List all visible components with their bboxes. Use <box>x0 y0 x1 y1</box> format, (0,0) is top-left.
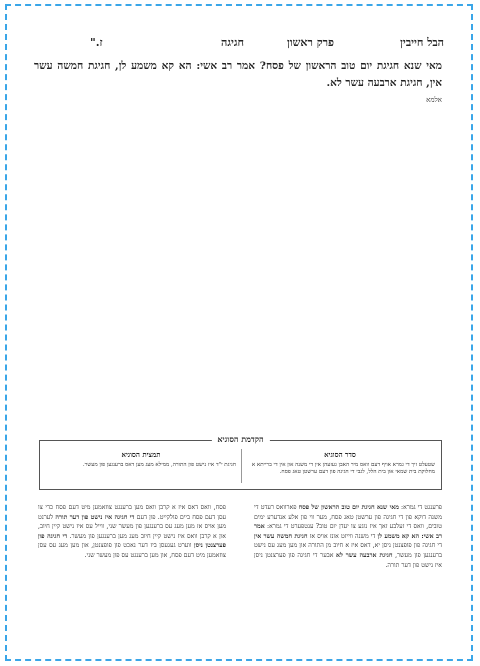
header-folio-ref: ז." <box>90 36 103 49</box>
commentary-quote: אמר רב אשי: הא קא משמע לן <box>254 523 443 540</box>
running-header <box>90 36 444 50</box>
intro-summary-column <box>46 451 236 469</box>
header-chapter: פרק ראשון <box>287 36 334 49</box>
intro-order-column <box>245 451 435 477</box>
commentary-quote: חגיגת חמשה עשר אין <box>254 532 308 540</box>
commentary-left-column <box>38 503 226 561</box>
commentary-text: די משנה ווייזט אונז אויס אז <box>307 532 378 540</box>
commentary-text: לערנט מען אויס אז מען מעג עס ברענגען פון מעשר שני, ווייל עס איז נישט קיין חיוב, און א קרבן וואס איז נישט קיין חיוב מעג מען ברענגען פון מעשר. <box>38 513 226 540</box>
commentary-text: ווערט געגעסן ביז דער נאכט פון פופצנטן, און מען מעג עס עסן צוזאמען מיט דעם פסח, און מען ברענגט עס פון מעשר שני. <box>38 542 226 559</box>
word-note: אלמא <box>426 96 442 104</box>
commentary-text: אבער די חגיגה פון פערצנטן ניסן איז נישט פון דער תורה. <box>254 551 442 569</box>
commentary-quote: די חגיגה איז נישט פון דער תורה <box>55 513 135 521</box>
intro-order-heading: סדר הסוגיא <box>324 450 356 459</box>
commentary-right-column <box>254 503 442 570</box>
commentary-quote: חגיגת ארבעה עשר לא <box>336 551 393 559</box>
sugya-intro-box <box>39 434 442 490</box>
intro-summary-heading: תמצית הסוגיא <box>121 450 161 459</box>
header-tractate: חגיגה <box>221 36 244 49</box>
intro-divider <box>241 449 242 483</box>
commentary-text: פרענגט די גמרא: <box>398 504 442 511</box>
intro-order-body: שטעלט זיך די גמרא אויף דעם וואס מיר האבן געזעהן אין די משנה און אין די ברייתא א מחלוקת בית שמאי און בית הלל, לגבי די חגיגה פון דעם ערשטן טאג פסח. <box>251 461 435 475</box>
header-chapter-name: הבל חייבין <box>400 36 444 49</box>
commentary-text: פסח, וואס דאס איז א קרבן וואס מען ברענגט צוזאמען מיט דעם פסח כדי צו עסן דעם פסח ביים פולקייט. פון דעם <box>38 504 226 521</box>
commentary-text: פארוואס רעדט די משנה דוקא פון די חגיגה פון ערשטן טאג פסח, מער ווי פון אלע אנדערע ימים טובים, וואס די זעלבע זאך איז נוגע צו יעדן יום טוב? ענטפערט די גמרא: <box>254 504 442 531</box>
intro-title: הקדמת הסוגיא <box>211 434 269 444</box>
commentary-text: די חגיגה פון פופצנטן ניסן יא, דאס איז א חיוב מן התורה און מען מעג עס נישט ברענגען פון מעשר, <box>254 542 443 559</box>
commentary-quote: מאי שנא חגיגת יום טוב הראשון של פסח <box>298 504 399 511</box>
commentary-quote: די חגיגה פון פערצנטן ניסן <box>38 532 226 550</box>
gemara-text: מאי שנא חגיגת יום טוב הראשון של פסח? אמר רב אשי: הא קא משמע לן, חגיגת חמשה עשר אין, חגיגת ארבעה עשר לא. <box>34 60 442 89</box>
intro-summary-body: חגיגת י"ד איז נישט פון התורה, ממילא מעג מען דאס ברענגען פון מעשר. <box>82 461 236 468</box>
